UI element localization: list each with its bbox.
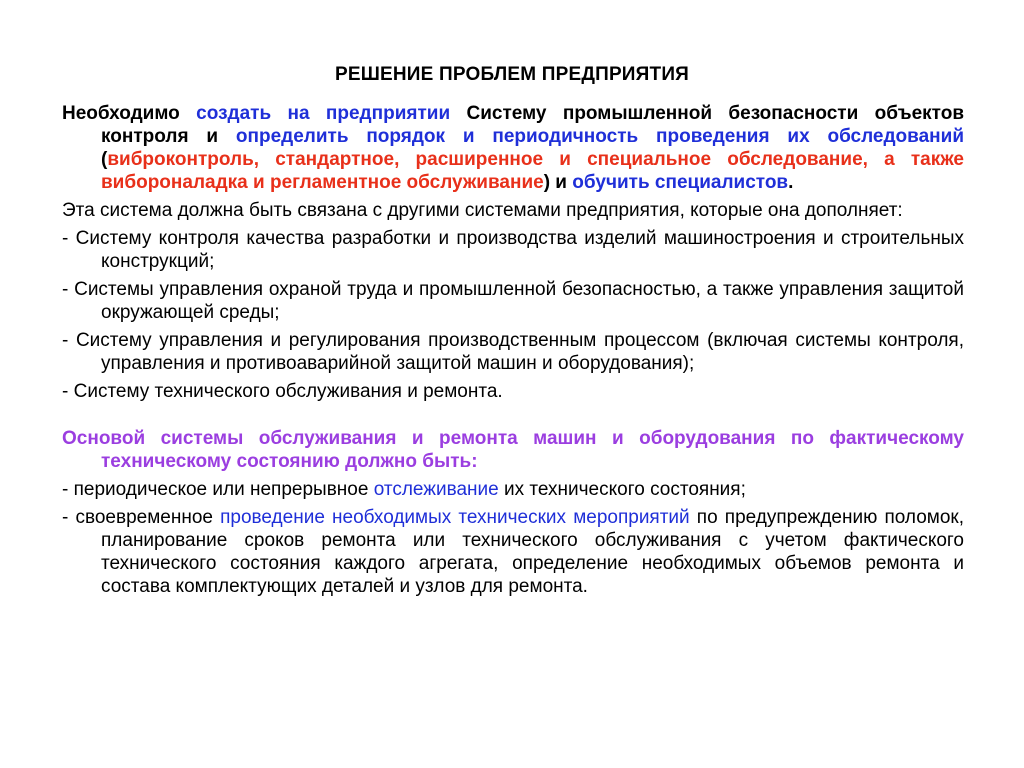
intro-text-4: ) и [543, 172, 573, 193]
basis-item-measures [62, 506, 964, 598]
basis-item2-highlight: проведение необходимых технических мероприятий [220, 507, 690, 528]
basis-item2-text-c: по предупреждению поломок, планирование сроков ремонта или технического обслуживания с учетом фактического технического состояния каждого агрегата, определение необходимых объемов ремонта и состава комплектующих деталей и узлов для ремонта. [101, 507, 964, 597]
basis-item1-text-c: их технического состояния; [498, 479, 746, 500]
intro-text-1: Необходимо [62, 103, 197, 124]
intro-text-3: ( [101, 149, 108, 170]
intro-text-5: . [788, 172, 794, 193]
basis-item1-highlight: отслеживание [373, 479, 499, 500]
basis-item2-text-a: - своевременное [62, 507, 221, 528]
intro-highlight-create: создать на предприятии [196, 103, 451, 124]
basis-item1-text-a: - периодическое или непрерывное [62, 479, 374, 500]
intro-highlight-vibro: виброконтроль, стандартное, расширенное и специальное обследование, а также вибороналадка и регламентное обслуживание [101, 149, 964, 193]
basis-item-monitoring [62, 478, 964, 501]
slide-content [62, 102, 964, 603]
slide-title: РЕШЕНИЕ ПРОБЛЕМ ПРЕДПРИЯТИЯ [334, 64, 690, 85]
systems-item-process: - Систему управления и регулирования производственным процессом (включая системы контроля, управления и противоаварийной защитой машин и оборудования); [62, 330, 964, 374]
systems-item-maintenance: - Систему технического обслуживания и ремонта. [62, 381, 503, 402]
intro-paragraph [62, 102, 964, 194]
intro-highlight-train: обучить специалистов [572, 172, 789, 193]
systems-item-quality: - Систему контроля качества разработки и производства изделий машиностроения и строительных конструкций; [62, 228, 964, 272]
systems-intro: Эта система должна быть связана с другими системами предприятия, которые она дополняет: [62, 200, 903, 221]
systems-item-safety: - Системы управления охраной труда и промышленной безопасностью, а также управления защитой окружающей среды; [62, 279, 964, 323]
intro-text-2: Систему промышленной безопасности объектов контроля и [101, 103, 964, 147]
basis-heading: Основой системы обслуживания и ремонта машин и оборудования по фактическому техническому состоянию должно быть: [62, 428, 964, 472]
intro-highlight-order: определить порядок и периодичность проведения их обследований [235, 126, 965, 147]
